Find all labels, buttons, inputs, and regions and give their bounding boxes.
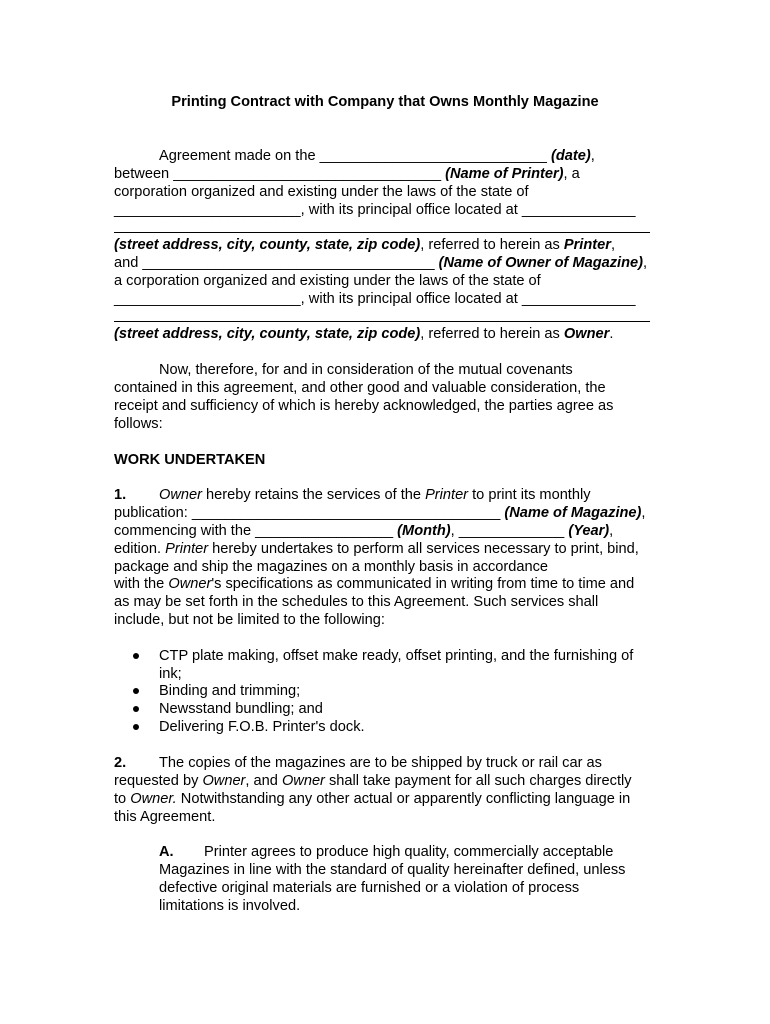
intro-line-5: (street address, city, county, state, zip code), referred to herein as Printer, <box>114 237 615 253</box>
clause-1-line-8: include, but not be limited to the following: <box>114 612 385 628</box>
bullet-icon <box>133 688 139 694</box>
bullet-icon <box>133 653 139 659</box>
bullet-icon <box>133 706 139 712</box>
intro-line-8: _______________________, with its principal office located at ______________ <box>114 291 636 307</box>
clause-a-line-3: defective original materials are furnished or a violation of process <box>159 880 580 896</box>
clause-2-line-4: this Agreement. <box>114 809 216 825</box>
recital-line-1: Now, therefore, for and in consideration of the mutual covenants <box>159 362 573 378</box>
list-item-continuation: ink; <box>159 666 182 682</box>
recital-line-3: receipt and sufficiency of which is hereby acknowledged, the parties agree as <box>114 398 614 414</box>
clause-letter: A. <box>159 844 174 860</box>
clause-2-line-1: The copies of the magazines are to be shipped by truck or rail car as <box>159 755 602 771</box>
intro-line-6: and ____________________________________ (Name of Owner of Magazine), <box>114 255 648 271</box>
section-heading: WORK UNDERTAKEN <box>114 452 266 468</box>
clause-a-line-4: limitations is involved. <box>159 898 301 914</box>
blank-line-rule <box>114 321 650 322</box>
intro-line-1: Agreement made on the ____________________________ (date), <box>159 148 595 164</box>
clause-1-line-1: Owner hereby retains the services of the Printer to print its monthly <box>159 487 591 503</box>
bullet-icon <box>133 724 139 730</box>
clause-2-line-2: requested by Owner, and Owner shall take payment for all such charges directly <box>114 773 632 789</box>
blank-line-rule <box>114 232 650 233</box>
clause-number: 2. <box>114 755 127 771</box>
recital-line-4: follows: <box>114 416 163 432</box>
list-item: Newsstand bundling; and <box>159 701 323 717</box>
intro-line-3: corporation organized and existing under the laws of the state of <box>114 184 529 200</box>
clause-1-line-6: with the Owner's specifications as communicated in writing from time to time and <box>114 576 635 592</box>
clause-1-line-4: edition. Printer hereby undertakes to perform all services necessary to print, bind, <box>114 541 639 557</box>
list-item: CTP plate making, offset make ready, offset printing, and the furnishing of <box>159 648 634 664</box>
intro-line-2: between _________________________________ (Name of Printer), a <box>114 166 580 182</box>
clause-1-line-3: commencing with the _________________ (Month), _____________ (Year), <box>114 523 614 539</box>
clause-number: 1. <box>114 487 127 503</box>
document-title: Printing Contract with Company that Owns Monthly Magazine <box>171 94 599 110</box>
list-item: Binding and trimming; <box>159 683 301 699</box>
intro-line-7: a corporation organized and existing under the laws of the state of <box>114 273 541 289</box>
clause-1-line-5: package and ship the magazines on a monthly basis in accordance <box>114 559 549 575</box>
intro-line-9: (street address, city, county, state, zip code), referred to herein as Owner. <box>114 326 614 342</box>
clause-2-line-3: to Owner. Notwithstanding any other actual or apparently conflicting language in <box>114 791 631 807</box>
clause-a-line-2: Magazines in line with the standard of quality hereinafter defined, unless <box>159 862 626 878</box>
intro-line-4: _______________________, with its principal office located at ______________ <box>114 202 636 218</box>
recital-line-2: contained in this agreement, and other good and valuable consideration, the <box>114 380 606 396</box>
clause-1-line-7: as may be set forth in the schedules to this Agreement. Such services shall <box>114 594 599 610</box>
clause-1-line-2: publication: ______________________________________ (Name of Magazine), <box>114 505 646 521</box>
clause-a-line-1: Printer agrees to produce high quality, commercially acceptable <box>204 844 614 860</box>
list-item: Delivering F.O.B. Printer's dock. <box>159 719 365 735</box>
